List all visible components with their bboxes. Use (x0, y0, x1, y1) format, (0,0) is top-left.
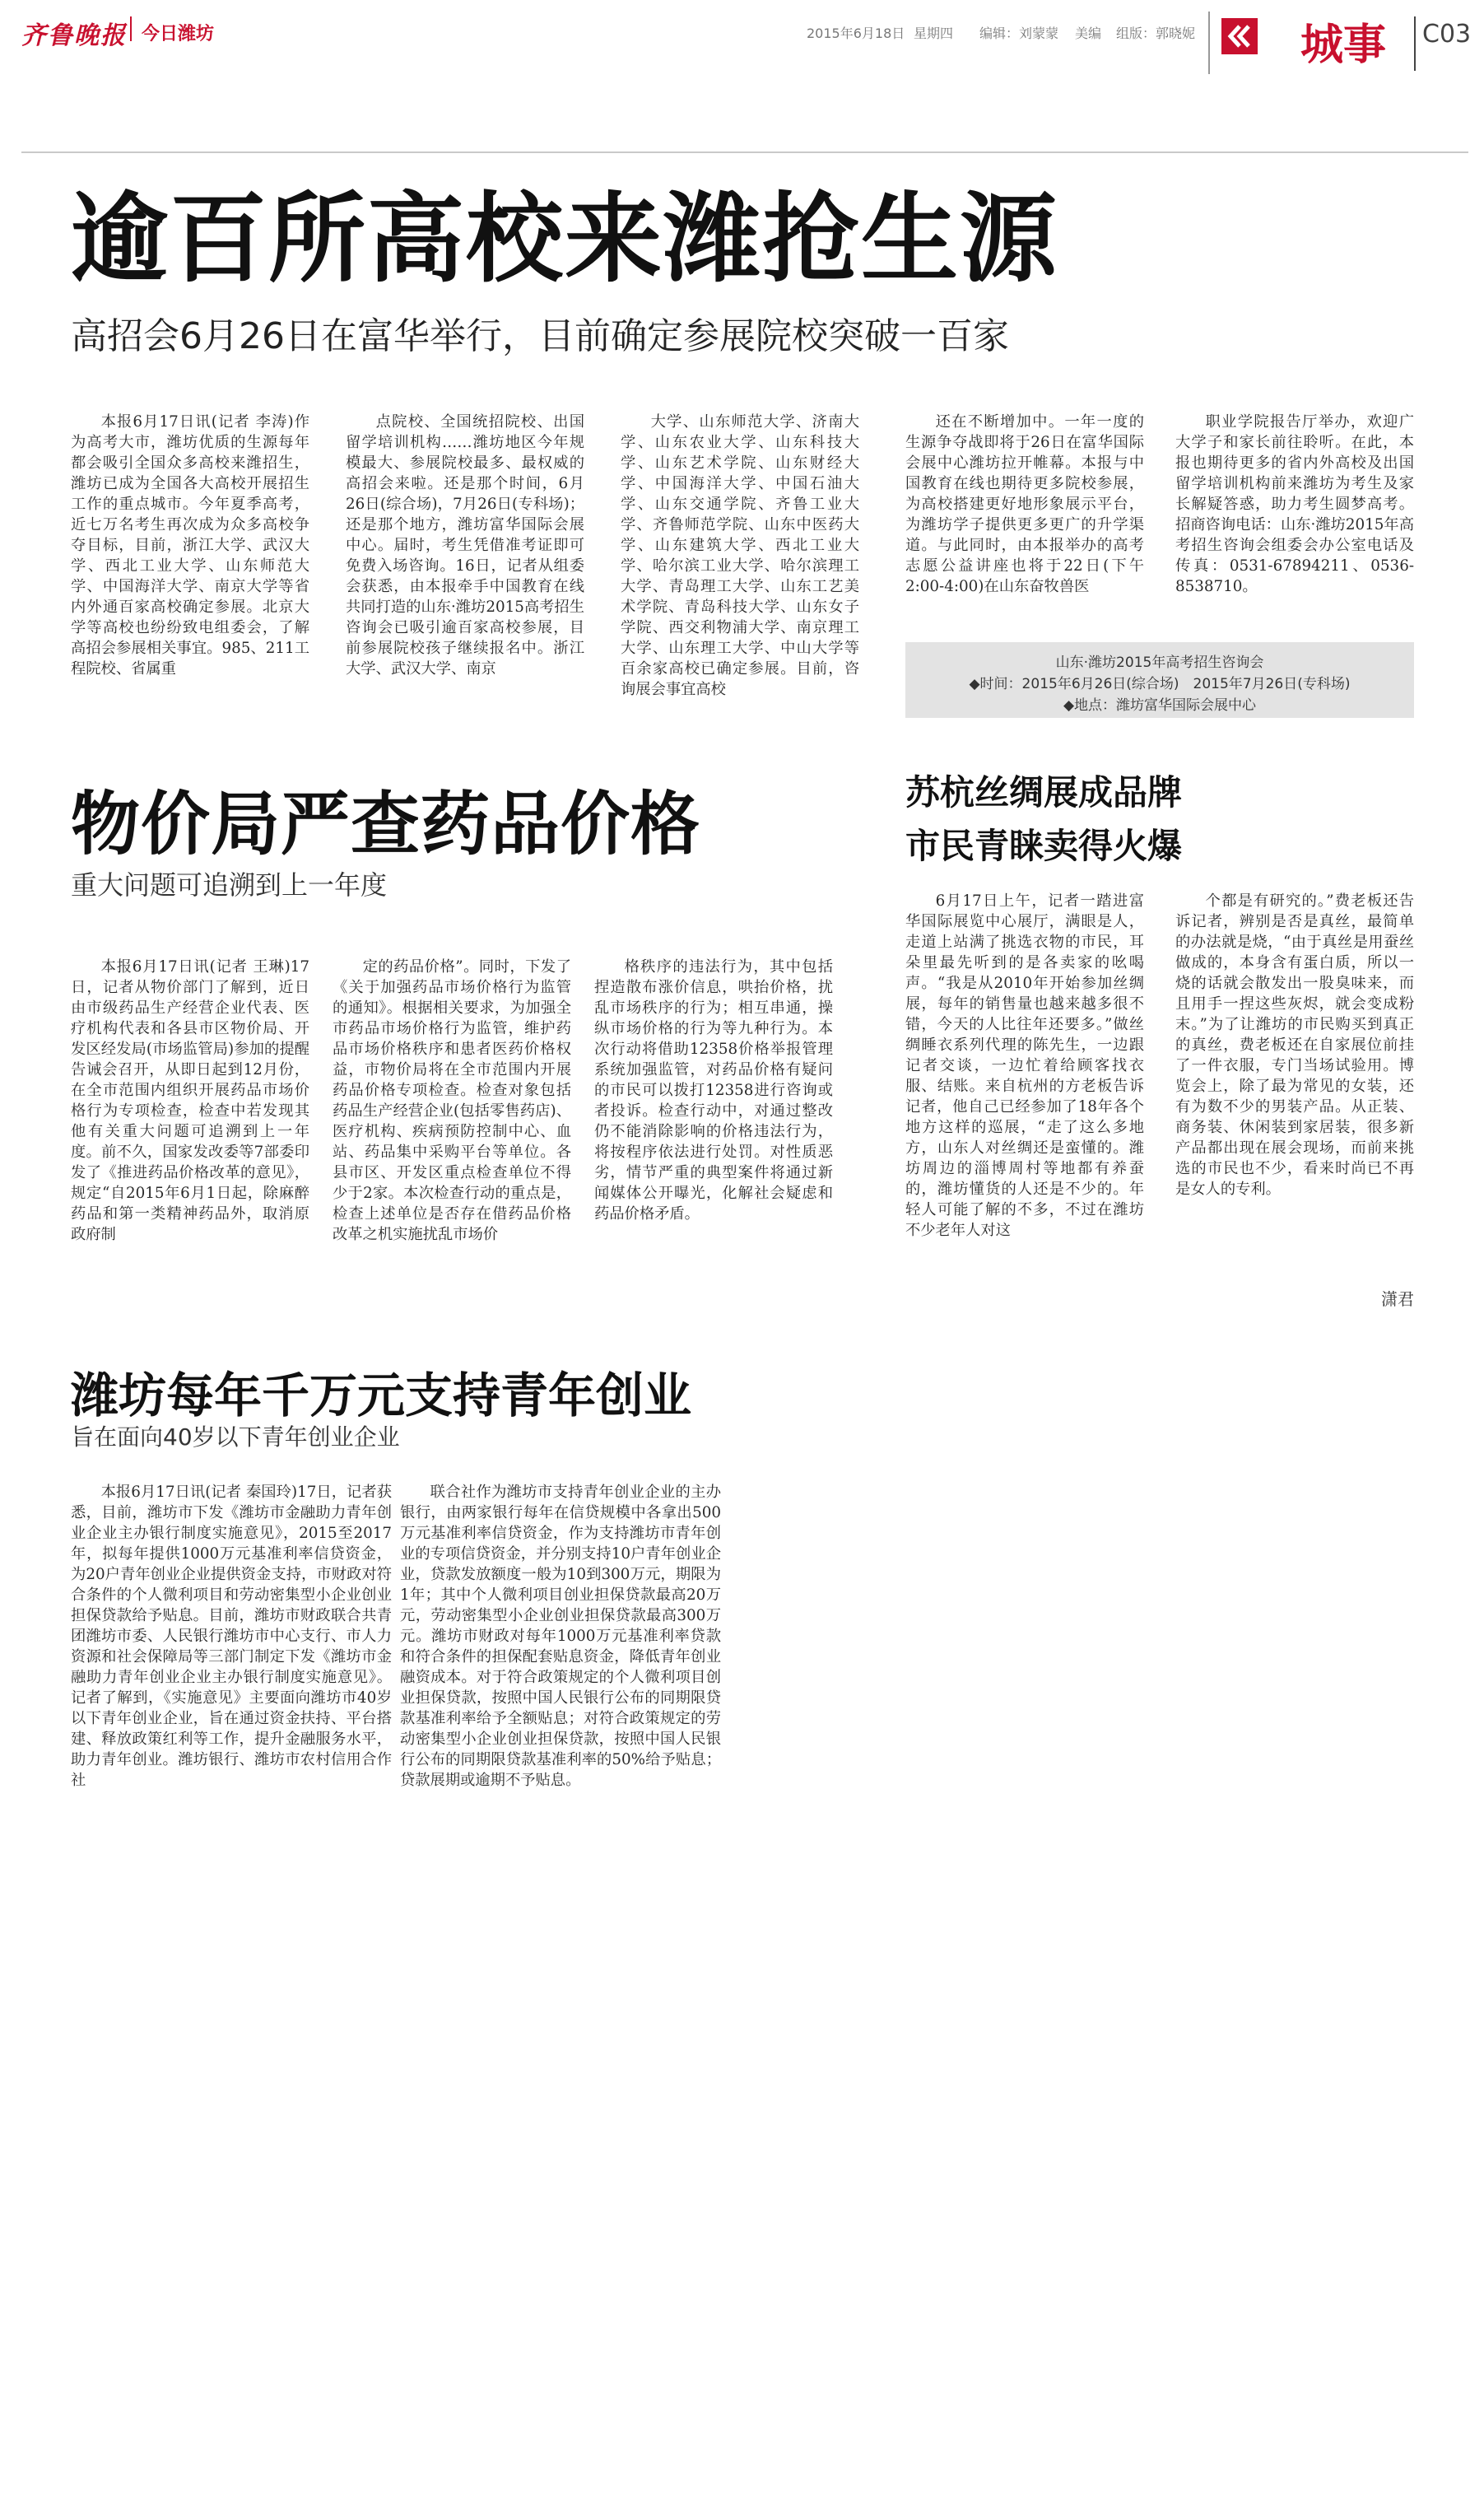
article-1-column-1: 本报6月17日讯(记者 李涛)作为高考大市，潍坊优质的生源每年都会吸引全国众多高校来潍招生，潍坊已成为全国各大高校开展招生工作的重点城市。今年夏季高考，近七万名考生再次成为众多高校争夺目标，目前，浙江大学、武汉大学、西北工业大学、山东师范大学、中国海洋大学、南京大学等省内外通百家高校确定参展。北京大学等高校也纷纷致电组委会，了解高招会参展相关事宜。985、211工程院校、省属重 (71, 413, 309, 678)
page-number: C03 (1422, 20, 1472, 49)
article-4-column-1: 本报6月17日讯(记者 秦国玲)17日，记者获悉，目前，潍坊市下发《潍坊市金融助力青年创业企业主办银行制度实施意见》，2015至2017年，拟每年提供1000万元基准利率信贷资金，为20户青年创业企业提供资金支持，市财政对符合条件的个人微利项目和劳动密集型小企业创业担保贷款给予贴息。目前，潍坊市财政联合共青团潍坊市委、人民银行潍坊市中心支行、市人力资源和社会保障局等三部门制定下发《潍坊市金融助力青年创业企业主办银行制度实施意见》。记者了解到，《实施意见》主要面向潍坊市40岁以下青年创业企业，旨在通过资金扶持、平台搭建、释放政策红利等工作，提升金融服务水平，助力青年创业。潍坊银行、潍坊市农村信用合作社 (71, 1484, 392, 1789)
article-1-headline: 逾百所高校来潍抢生源 (71, 182, 1059, 296)
article-3-headline-line-2: 市民青睐卖得火爆 (905, 826, 1183, 867)
page-number-divider (1414, 16, 1416, 71)
page-section-title: 城事 (1300, 21, 1387, 70)
article-4-column-2: 联合社作为潍坊市支持青年创业企业的主办银行，由两家银行每年在信贷规模中各拿出500万元基准利率信贷资金，作为支持潍坊市青年创业的专项信贷资金，并分别支持10户青年创业企业，贷款发放额度一般为10到300万元，期限为1年；其中个人微利项目创业担保贷款最高20万元，劳动密集型小企业创业担保贷款最高300万元。潍坊市财政对每年1000万元基准利率贷款和符合条件的担保配套贴息资金，降低青年创业融资成本。对于符合政策规定的个人微利项目创业担保贷款，按照中国人民银行公布的同期限贷款基准利率给予全额贴息；对符合政策规定的劳动密集型小企业创业担保贷款，按照中国人民银行公布的同期限贷款基准利率的50%给予贴息；贷款展期或逾期不予贴息。 (400, 1484, 721, 1789)
event-info-title: 山东·潍坊2015年高考招生咨询会 (1055, 655, 1264, 671)
issue-date: 2015年6月18日 (807, 26, 905, 41)
article-3-byline: 潇君 (1381, 1289, 1414, 1309)
logo-divider (130, 16, 132, 41)
newspaper-logo: 齐鲁晚报 (21, 21, 127, 50)
article-1-column-4: 还在不断增加中。一年一度的生源争夺战即将于26日在富华国际会展中心潍坊拉开帷幕。本报与中国教育在线也期待更多院校参展，为高校搭建更好地形象展示平台，为潍坊学子提供更多更广的升学渠道。与此同时，由本报举办的高考志愿公益讲座也将于22日(下午2:00-4:00)在山东奋牧兽医 (905, 413, 1144, 595)
article-2-column-2: 定的药品价格”。同时，下发了《关于加强药品市场价格行为监管的通知》。根据相关要求，为加强全市药品市场价格行为监管，维护药品市场价格秩序和患者医药价格权益，市物价局将在全市范围内开展药品价格专项检查。检查对象包括药品生产经营企业(包括零售药店)、医疗机构、疾病预防控制中心、血站、药品集中采购平台等单位。各县市区、开发区重点检查单位不得少于2家。本次检查行动的重点是，检查上述单位是否存在借药品价格改革之机实施扰乱市场价 (333, 958, 571, 1243)
article-2-headline: 物价局严查药品价格 (71, 784, 701, 864)
article-4-subheadline: 旨在面向40岁以下青年创业企业 (71, 1423, 400, 1451)
section-marker (1221, 18, 1258, 54)
editor-credit: 编辑：刘蒙蒙 (979, 26, 1059, 41)
issue-weekday: 星期四 (914, 26, 954, 41)
section-name: 今日潍坊 (142, 24, 215, 44)
article-2-column-1: 本报6月17日讯(记者 王琳)17日，记者从物价部门了解到，近日由市级药品生产经营企业代表、医疗机构代表和各县市区物价局、开发区经发局(市场监管局)参加的提醒告诫会召开，从即日起到12月份，在全市范围内组织开展药品市场价格行为专项检查，检查中若发现其他有关重大问题可追溯到上一年度。前不久，国家发改委等7部委印发了《推进药品价格改革的意见》，规定“自2015年6月1日起，除麻醉药品和第一类精神药品外，取消原政府制 (71, 958, 309, 1243)
article-2-column-3: 格秩序的违法行为，其中包括捏造散布涨价信息，哄抬价格，扰乱市场秩序的行为；相互串通，操纵市场价格的行为等九种行为。本次行动将借助12358价格举报管理系统加强监管，对药品价格有疑问的市民可以拨打12358进行咨询或者投诉。检查行动中，对通过整改仍不能消除影响的价格违法行为，将按程序依法进行处罚。对性质恶劣，情节严重的典型案件将通过新闻媒体公开曝光，化解社会疑虑和药品价格矛盾。 (594, 958, 833, 1223)
header-rule (21, 151, 1468, 153)
article-1-column-2: 点院校、全国统招院校、出国留学培训机构……潍坊地区今年规模最大、参展院校最多、最权威的高招会来啦。还是那个时间，6月26日(综合场)，7月26日(专科场)；还是那个地方，潍坊富华国际会展中心。届时，考生凭借准考证即可免费入场咨询。16日，记者从组委会获悉，由本报牵手中国教育在线共同打造的山东·潍坊2015高考招生咨询会已吸引逾百家高校参展，目前参展院校孩子继续报名中。浙江大学、武汉大学、南京 (346, 413, 584, 678)
article-4-headline: 潍坊每年千万元支持青年创业 (71, 1367, 692, 1423)
event-info-box (905, 642, 1414, 718)
article-3-column-2: 个都是有研究的。”费老板还告诉记者，辨别是否是真丝，最简单的办法就是烧，“由于真丝是用蚕丝做成的，本身含有蛋白质，所以一烧的话就会散发出一股臭味来，而且用手一捏这些灰烬，就会变成粉末。”为了让潍坊的市民购买到真正的真丝，费老板还在自家展位前挂了一件衣服，专门当场试验用。博览会上，除了最为常见的女装，还有为数不少的男装产品。从正装、商务装、休闲装到家居装，很多新产品都出现在展会现场，而前来挑选的市民也不少，看来时尚已不再是女人的专利。 (1175, 892, 1414, 1198)
double-chevron-left-icon (1221, 18, 1258, 54)
design-credit: 美编 (1075, 26, 1102, 41)
article-3-headline-line-1: 苏杭丝绸展成品牌 (905, 772, 1183, 813)
event-info-place: ◆地点：潍坊富华国际会展中心 (1063, 697, 1257, 714)
layout-credit: 组版：郭晓妮 (1116, 26, 1196, 41)
article-1-column-3: 大学、山东师范大学、济南大学、山东农业大学、山东科技大学、山东艺术学院、山东财经大学、中国海洋大学、中国石油大学、山东交通学院、齐鲁工业大学、齐鲁师范学院、山东中医药大学、山东建筑大学、西北工业大学、哈尔滨工业大学、哈尔滨理工大学、青岛理工大学、山东工艺美术学院、青岛科技大学、山东女子学院、西交利物浦大学、南京理工大学、山东理工大学、中山大学等百余家高校已确定参展。目前，咨询展会事宜高校 (621, 413, 859, 698)
event-info-time: ◆时间：2015年6月26日(综合场) 2015年7月26日(专科场) (969, 676, 1351, 692)
article-1-subheadline: 高招会6月26日在富华举行，目前确定参展院校突破一百家 (71, 315, 1009, 357)
article-3-column-1: 6月17日上午，记者一踏进富华国际展览中心展厅，满眼是人，走道上站满了挑选衣物的市民，耳朵里最先听到的是各卖家的吆喝声。“我是从2010年开始参加丝绸展，每年的销售量也越来越多很不错，今天的人比往年还要多。”做丝绸睡衣系列代理的陈先生，一边跟记者交谈，一边忙着给顾客找衣服、结账。来自杭州的方老板告诉记者，他自己已经参加了18年各个地方这样的巡展，“走了这么多地方，山东人对丝绸还是蛮懂的。潍坊周边的淄博周村等地都有养蚕的，潍坊懂货的人还是不少的。年轻人可能了解的不多，不过在潍坊不少老年人对这 (905, 892, 1144, 1239)
header-divider (1208, 12, 1210, 74)
article-2-subheadline: 重大问题可追溯到上一年度 (71, 869, 388, 901)
article-3-headline (905, 766, 1182, 873)
article-1-column-5: 职业学院报告厅举办，欢迎广大学子和家长前往聆听。在此，本报也期待更多的省内外高校及出国留学培训机构前来潍坊为考生及家长解疑答惑，助力考生圆梦高考。招商咨询电话：山东·潍坊2015年高考招生咨询会组委会办公室电话及传真：0531-67894211、0536-8538710。 (1175, 413, 1414, 595)
